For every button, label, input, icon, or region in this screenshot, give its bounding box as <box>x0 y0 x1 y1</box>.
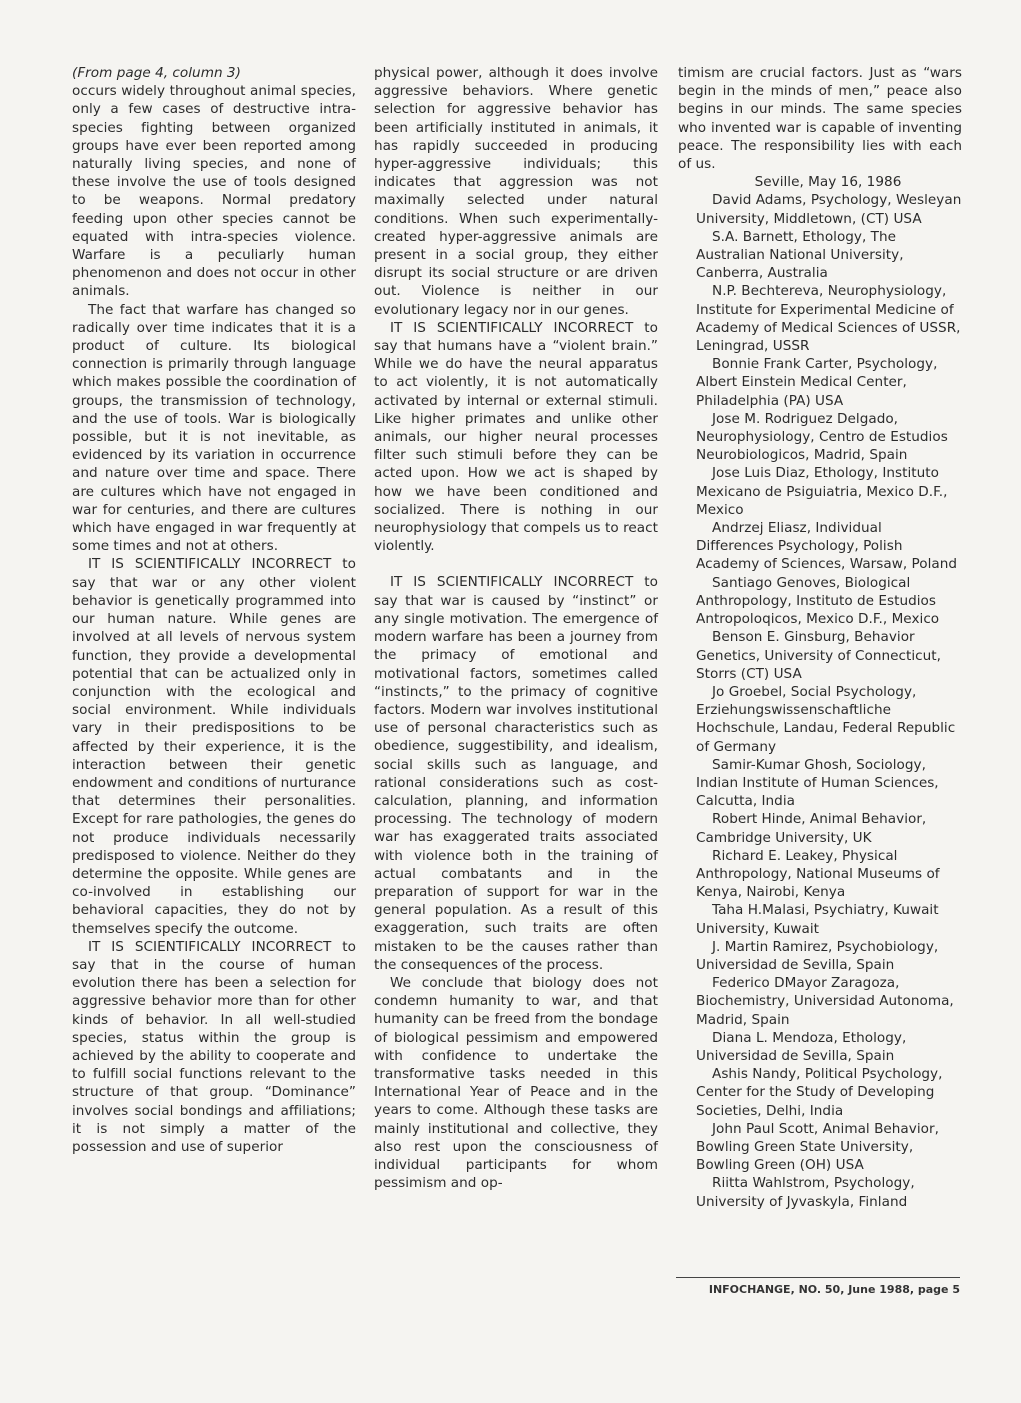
signatory-entry: Federico DMayor Zaragoza, Biochemistry, Universidad Autonoma, Madrid, Spain <box>696 975 954 1028</box>
paragraph: IT IS SCIENTIFICALLY INCORRECT to say that in the course of human evolution there has been a selection for aggressive behavior more than for other kinds of behavior. In all well-studied species, status within the group is achieved by the ability to cooperate and to fulfill social functions relevant to the structure of that group. “Dominance” involves social bondings and affiliations; it is not simply a matter of the possession and use of superior <box>72 938 356 1155</box>
signatory-entry: Samir-Kumar Ghosh, Sociology, Indian Institute of Human Sciences, Calcutta, India <box>696 756 939 810</box>
paragraph: We conclude that biology does not condemn humanity to war, and that humanity can be freed from the bondage of biological pessimism and empowered with confidence to undertake the transformative tasks needed in this International Year of Peace and in the years to come. Although these tasks are mainly institutional and collective, they also rest upon the consciousness of individual participants for whom pessimism and op- <box>374 974 658 1192</box>
signatory-entry: Robert Hinde, Animal Behavior, Cambridge University, UK <box>696 811 927 846</box>
signatory-entry: Bonnie Frank Carter, Psychology, Albert Einstein Medical Center, Philadelphia (PA) USA <box>696 356 938 409</box>
signatory-entry: David Adams, Psychology, Wesleyan University, Middletown, (CT) USA <box>696 192 962 227</box>
continuation-note: (From page 4, column 3) <box>72 65 241 81</box>
column-1 <box>72 64 356 1156</box>
page-footer: INFOCHANGE, NO. 50, June 1988, page 5 <box>708 1283 960 1296</box>
dateline: Seville, May 16, 1986 <box>754 174 902 191</box>
column-3 <box>678 64 962 1211</box>
signatory-entry: Benson E. Ginsburg, Behavior Genetics, University of Connecticut, Storrs (CT) USA <box>696 629 941 682</box>
signatory-entry: Ashis Nandy, Political Psychology, Center for the Study of Developing Societies, Delhi, India <box>696 1066 943 1119</box>
paragraph: timism are crucial factors. Just as “wars begin in the minds of men,” peace also begins in our minds. The same species who invented war is capable of inventing peace. The responsibility lies with each of us. <box>678 65 962 173</box>
signatory-entry: Riitta Wahlstrom, Psychology, University of Jyvaskyla, Finland <box>696 1175 915 1210</box>
signatory-entry: Santiago Genoves, Biological Anthropology, Instituto de Estudios Antropoloqicos, Mexico D.F., Mexico <box>696 574 940 628</box>
signatory-entry: N.P. Bechtereva, Neurophysiology, Institute for Experimental Medicine of Academy of Medical Sciences of USSR, Leningrad, USSR <box>696 283 961 355</box>
signatory-entry: John Paul Scott, Animal Behavior, Bowling Green State University, Bowling Green (OH) USA <box>696 1120 939 1174</box>
paragraph-text: occurs widely throughout animal species, only a few cases of destructive intra-species fighting between organized groups have ever been reported among naturally living species, and none of these involve the use of tools designed to be weapons. Normal predatory feeding upon other species cannot be equated with intra-species violence. Warfare is a peculiarly human phenomenon and does not occur in other animals. <box>72 83 356 300</box>
paragraph: IT IS SCIENTIFICALLY INCORRECT to say that war is caused by “instinct” or any single motivation. The emergence of modern warfare has been a journey from the primacy of emotional and motivational factors, sometimes called “instincts,” to the primacy of cognitive factors. Modern war involves institutional use of personal characteristics such as obedience, suggestibility, and idealism, social skills such as language, and rational considerations such as cost-calculation, planning, and information processing. The technology of modern war has exaggerated traits associated with violence both in the training of actual combatants and in the preparation of support for war in the general population. As a result of this exaggeration, such traits are often mistaken to be the causes rather than the consequences of the process. <box>374 574 658 973</box>
signatory-entry: Jose M. Rodriguez Delgado, Neurophysiology, Centro de Estudios Neurobiologicos, Madrid, Spain <box>696 410 948 464</box>
signatory-entry: Andrzej Eliasz, Individual Differences Psychology, Polish Academy of Sciences, Warsaw, Poland <box>696 520 958 573</box>
paragraph: physical power, although it does involve aggressive behaviors. Where genetic selection for aggressive behavior has been artificially instituted in animals, it has rapidly succeeded in producing hyper-aggressive individuals; this indicates that aggression was not maximally selected under natural conditions. When such experimentally-created hyper-aggressive animals are present in a social group, they either disrupt its social structure or are driven out. Violence is neither in our evolutionary legacy nor in our genes. <box>374 65 658 318</box>
paragraph: IT IS SCIENTIFICALLY INCORRECT to say that humans have a “violent brain.” While we do have the neural apparatus to act violently, it is not automatically activated by internal or external stimuli. Like higher primates and unlike other animals, our higher neural processes filter such stimuli before they can be acted upon. How we act is shaped by how we have been conditioned and socialized. There is nothing in our neurophysiology that compels us to react violently. <box>374 319 658 555</box>
signatory-entry: S.A. Barnett, Ethology, The Australian National University, Canberra, Australia <box>696 228 904 282</box>
paragraph <box>72 64 356 301</box>
paragraph: IT IS SCIENTIFICALLY INCORRECT to say that war or any other violent behavior is genetically programmed into our human nature. While genes are involved at all levels of nervous system function, they provide a developmental potential that can be actualized only in conjunction with the ecological and social environment. While individuals vary in their predispositions to be affected by their experience, it is the interaction between their genetic endowment and conditions of nurturance that determines their personalities. Except for rare pathologies, the genes do not produce individuals necessarily predisposed to violence. Neither do they determine the opposite. While genes are co-involved in establishing our behavioral capacities, they do not by themselves specify the outcome. <box>72 556 356 937</box>
signatory-list <box>678 191 962 1210</box>
signatory-entry: Diana L. Mendoza, Ethology, Universidad de Sevilla, Spain <box>696 1029 907 1064</box>
signatory-entry: Jo Groebel, Social Psychology, Erziehungswissenschaftliche Hochschule, Landau, Federal Republic of Germany <box>696 683 956 755</box>
footer-rule <box>676 1277 960 1278</box>
signatory-entry: J. Martin Ramirez, Psychobiology, Universidad de Sevilla, Spain <box>696 938 939 973</box>
column-2 <box>374 64 658 1192</box>
signatory-entry: Jose Luis Diaz, Ethology, Instituto Mexicano de Psiguiatria, Mexico D.F., Mexico <box>696 465 948 518</box>
signatory-entry: Taha H.Malasi, Psychiatry, Kuwait University, Kuwait <box>696 902 939 937</box>
signatory-entry: Richard E. Leakey, Physical Anthropology, National Museums of Kenya, Nairobi, Kenya <box>696 847 940 901</box>
paragraph: The fact that warfare has changed so radically over time indicates that it is a product of culture. Its biological connection is primarily through language which makes possible the coordination of groups, the transmission of technology, and the use of tools. War is biologically possible, but it is not inevitable, as evidenced by its variation in occurrence and nature over time and space. There are cultures which have not engaged in war for centuries, and there are cultures which have engaged in war frequently at some times and not at others. <box>72 301 356 555</box>
